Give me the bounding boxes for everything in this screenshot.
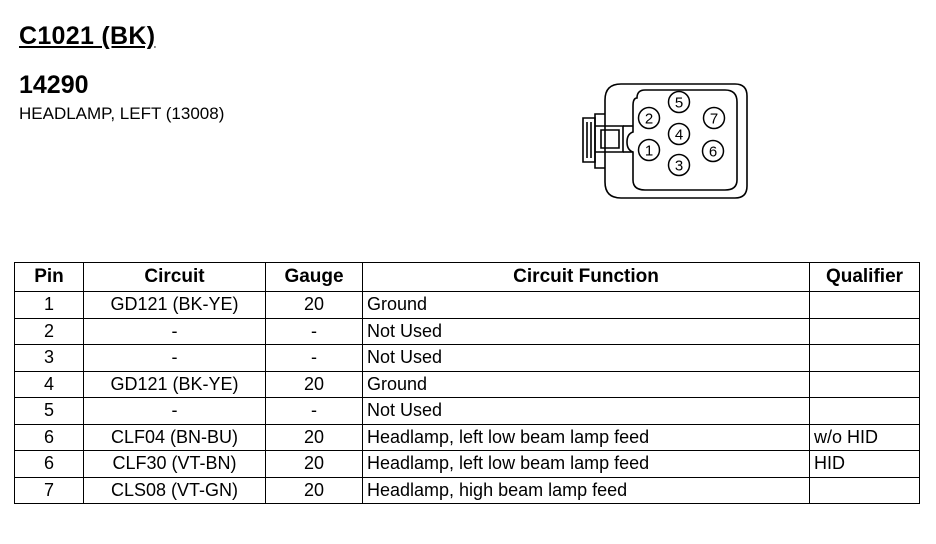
circuit-function-cell: Ground xyxy=(363,292,810,319)
qualifier-cell: HID xyxy=(810,451,920,478)
column-header-pin: Pin xyxy=(15,263,84,292)
table-row xyxy=(15,345,920,372)
table-row xyxy=(15,398,920,425)
column-header-qualifier: Qualifier xyxy=(810,263,920,292)
circuit-cell: - xyxy=(84,398,266,425)
pin-cell: 7 xyxy=(15,477,84,504)
qualifier-cell xyxy=(810,398,920,425)
pin-number-label: 3 xyxy=(674,157,684,175)
circuit-function-cell: Not Used xyxy=(363,398,810,425)
circuit-cell: - xyxy=(84,318,266,345)
part-number: 14290 xyxy=(19,71,89,99)
table-row xyxy=(15,318,920,345)
table-row xyxy=(15,477,920,504)
gauge-cell: 20 xyxy=(266,451,363,478)
qualifier-cell xyxy=(810,477,920,504)
connector-lock-tab xyxy=(595,114,605,168)
circuit-function-cell: Not Used xyxy=(363,345,810,372)
table-row xyxy=(15,371,920,398)
circuit-cell: - xyxy=(84,345,266,372)
connector-face-diagram xyxy=(575,82,750,202)
table-row xyxy=(15,451,920,478)
circuit-function-cell: Headlamp, high beam lamp feed xyxy=(363,477,810,504)
qualifier-cell: w/o HID xyxy=(810,424,920,451)
circuit-cell: CLS08 (VT-GN) xyxy=(84,477,266,504)
qualifier-cell xyxy=(810,345,920,372)
pin-number-label: 7 xyxy=(709,110,719,128)
table-row xyxy=(15,292,920,319)
pin-number-label: 2 xyxy=(644,110,654,128)
pin-cell: 4 xyxy=(15,371,84,398)
pin-cell: 6 xyxy=(15,424,84,451)
table-row xyxy=(15,424,920,451)
gauge-cell: 20 xyxy=(266,292,363,319)
gauge-cell: - xyxy=(266,345,363,372)
gauge-cell: 20 xyxy=(266,371,363,398)
pin-number-label: 1 xyxy=(644,142,654,160)
pinout-table xyxy=(14,262,920,504)
column-header-circuit-function: Circuit Function xyxy=(363,263,810,292)
gauge-cell: - xyxy=(266,398,363,425)
pin-number-label: 5 xyxy=(674,94,684,112)
gauge-cell: 20 xyxy=(266,424,363,451)
column-header-gauge: Gauge xyxy=(266,263,363,292)
pin-number-label: 6 xyxy=(708,143,718,161)
gauge-cell: 20 xyxy=(266,477,363,504)
circuit-function-cell: Not Used xyxy=(363,318,810,345)
connector-title: C1021 (BK) xyxy=(19,22,156,50)
connector-description: HEADLAMP, LEFT (13008) xyxy=(19,104,225,123)
qualifier-cell xyxy=(810,318,920,345)
qualifier-cell xyxy=(810,371,920,398)
pin-cell: 5 xyxy=(15,398,84,425)
pin-number-label: 4 xyxy=(674,126,684,144)
pin-cell: 6 xyxy=(15,451,84,478)
table-header-row xyxy=(15,263,920,292)
gauge-cell: - xyxy=(266,318,363,345)
pin-cell: 3 xyxy=(15,345,84,372)
circuit-cell: CLF30 (VT-BN) xyxy=(84,451,266,478)
circuit-cell: GD121 (BK-YE) xyxy=(84,292,266,319)
circuit-cell: CLF04 (BN-BU) xyxy=(84,424,266,451)
circuit-function-cell: Ground xyxy=(363,371,810,398)
pin-cell: 2 xyxy=(15,318,84,345)
circuit-function-cell: Headlamp, left low beam lamp feed xyxy=(363,424,810,451)
circuit-cell: GD121 (BK-YE) xyxy=(84,371,266,398)
column-header-circuit: Circuit xyxy=(84,263,266,292)
qualifier-cell xyxy=(810,292,920,319)
pin-cell: 1 xyxy=(15,292,84,319)
circuit-function-cell: Headlamp, left low beam lamp feed xyxy=(363,451,810,478)
